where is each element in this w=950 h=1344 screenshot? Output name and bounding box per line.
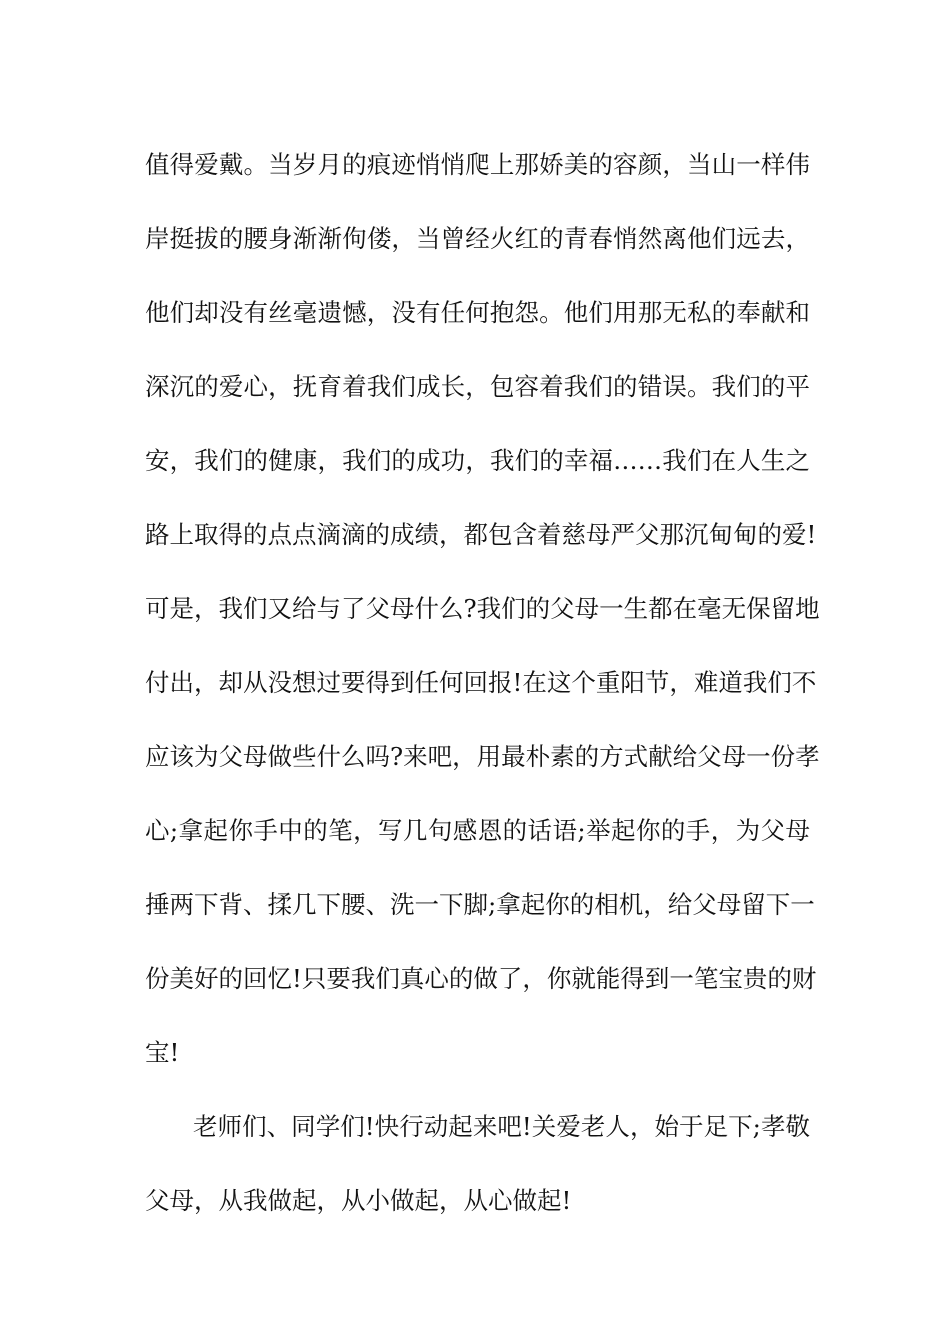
text-line: 心;拿起你手中的笔，写几句感恩的话语;举起你的手，为父母 — [145, 816, 810, 845]
text-line: 捶两下背、揉几下腰、洗一下脚;拿起你的相机，给父母留下一 — [145, 890, 815, 919]
text-line: 老师们、同学们!快行动起来吧!关爱老人，始于足下;孝敬 — [193, 1112, 810, 1141]
text-line: 值得爱戴。当岁月的痕迹悄悄爬上那娇美的容颜，当山一样伟 — [145, 150, 810, 179]
text-line: 宝! — [145, 1038, 180, 1067]
text-line: 深沉的爱心，抚育着我们成长，包容着我们的错误。我们的平 — [145, 372, 810, 401]
text-line: 份美好的回忆!只要我们真心的做了，你就能得到一笔宝贵的财 — [145, 964, 817, 993]
text-line: 安，我们的健康，我们的成功，我们的幸福……我们在人生之 — [145, 446, 810, 475]
text-line: 岸挺拔的腰身渐渐佝偻，当曾经火红的青春悄然离他们远去， — [145, 224, 810, 253]
text-line: 应该为父母做些什么吗?来吧，用最朴素的方式献给父母一份孝 — [145, 742, 820, 771]
text-line: 他们却没有丝毫遗憾，没有任何抱怨。他们用那无私的奉献和 — [145, 298, 810, 327]
text-line: 路上取得的点点滴滴的成绩，都包含着慈母严父那沉甸甸的爱! — [145, 520, 817, 549]
text-line: 父母，从我做起，从小做起，从心做起! — [145, 1186, 572, 1215]
text-line: 可是，我们又给与了父母什么?我们的父母一生都在毫无保留地 — [145, 594, 820, 623]
body-text — [145, 128, 820, 1238]
text-line: 付出，却从没想过要得到任何回报!在这个重阳节，难道我们不 — [145, 668, 817, 697]
